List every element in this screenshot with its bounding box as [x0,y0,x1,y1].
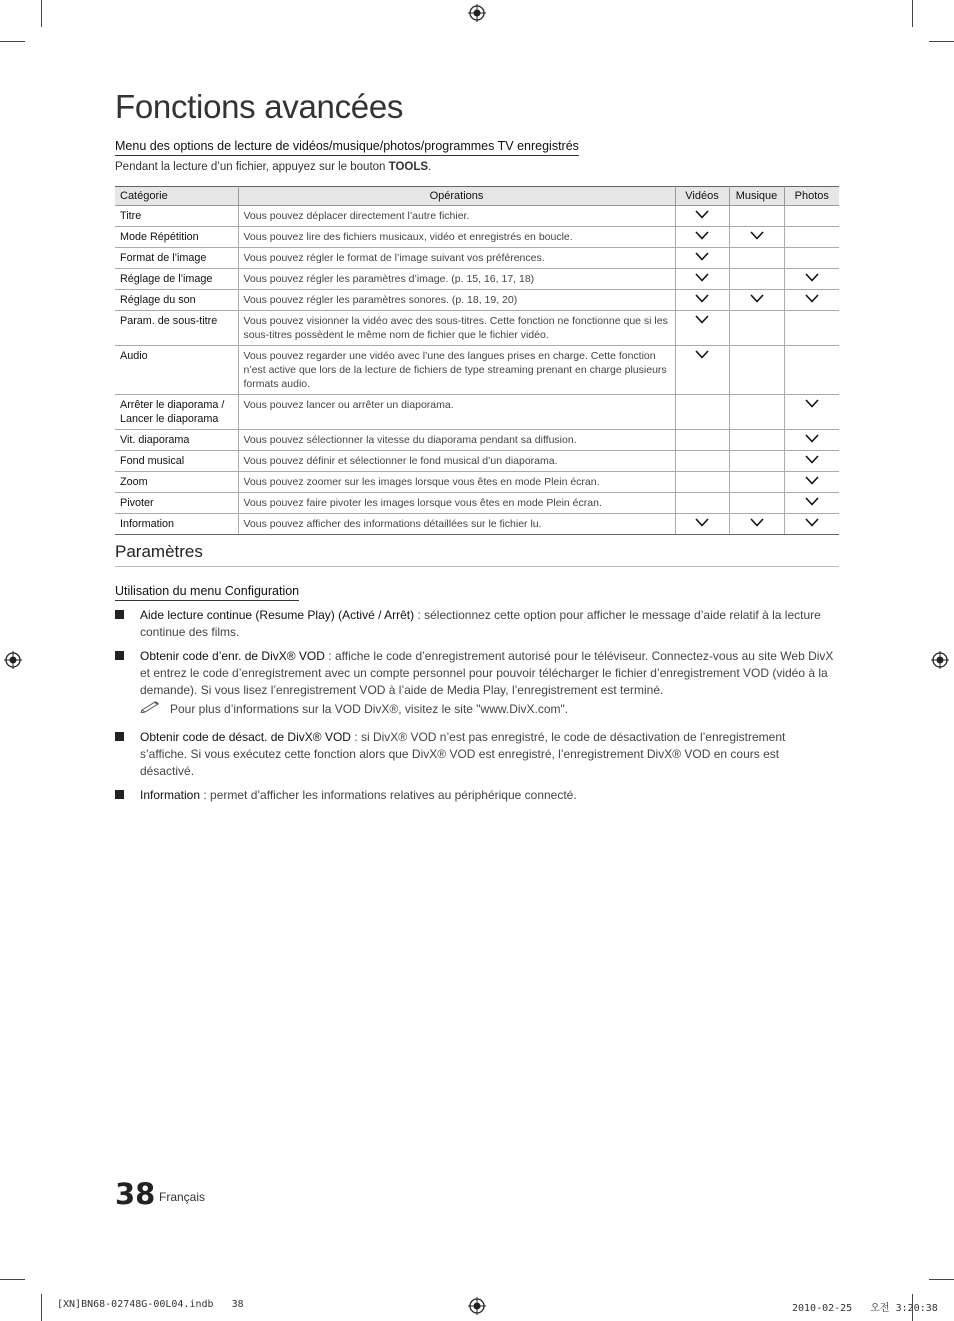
cell-category: Réglage de l’image [115,269,238,290]
cell-photos [784,311,839,346]
table-row [115,311,839,346]
cell-music [729,248,784,269]
cell-videos [675,311,729,346]
check-icon [805,273,819,282]
cell-category: Zoom [115,472,238,493]
cell-videos [675,472,729,493]
check-icon [805,399,819,408]
cell-photos [784,248,839,269]
table-row [115,248,839,269]
cell-music [729,311,784,346]
cell-videos [675,206,729,227]
header-category: Catégorie [115,187,238,206]
table-row [115,269,839,290]
table-row [115,451,839,472]
table-row [115,514,839,535]
check-icon [695,518,709,527]
cell-photos [784,269,839,290]
bullet-term: Obtenir code de désact. de DivX® VOD [140,730,351,744]
cell-videos [675,430,729,451]
cell-videos [675,227,729,248]
cell-operation: Vous pouvez faire pivoter les images lorsque vous êtes en mode Plein écran. [238,493,675,514]
check-icon [805,497,819,506]
header-music: Musique [729,187,784,206]
cell-category: Pivoter [115,493,238,514]
registration-mark-icon [468,1297,486,1315]
intro-text-start: Pendant la lecture d’un fichier, appuyez sur le bouton [115,161,389,173]
cell-operation: Vous pouvez visionner la vidéo avec des sous-titres. Cette fonction ne fonctionne que si les sous-titres possèdent le même nom de fichier que le fichier vidéo. [238,311,675,346]
cell-operation: Vous pouvez lire des fichiers musicaux, vidéo et enregistrés en boucle. [238,227,675,248]
bullet-text: : affiche le code d’enregistrement autorisé pour le téléviseur. Connectez-vous au site Web DivX et entrez le code d’enregistrement avec un compte personnel pour pouvoir télécharger le fichier d’enregistrement VOD (vidéo à la demande). Si vous lisez l’enregistrement VOD à l’aide de Media Play, l’enregistrement est terminé. [140,649,834,697]
crop-mark-bottom-right-h [929,1279,954,1280]
cell-music [729,514,784,535]
cell-operation: Vous pouvez zoomer sur les images lorsque vous êtes en mode Plein écran. [238,472,675,493]
table-row [115,395,839,430]
cell-operation: Vous pouvez sélectionner la vitesse du diaporama pendant sa diffusion. [238,430,675,451]
cell-videos [675,290,729,311]
bullet-term: Information [140,788,201,802]
page-number: 38 [115,1177,156,1211]
crop-mark-top-right-v [912,0,913,27]
table-row [115,227,839,248]
pencil-note-icon [140,699,162,713]
cell-photos [784,346,839,395]
table-body [115,206,839,535]
cell-category: Format de l’image [115,248,238,269]
cell-category: Audio [115,346,238,395]
cell-music [729,451,784,472]
cell-music [729,269,784,290]
cell-music [729,206,784,227]
cell-operation: Vous pouvez regarder une vidéo avec l’une des langues prises en charge. Cette fonction n’est active que lors de la lecture de fichiers de type streaming prenant en charge plusieurs formats audio. [238,346,675,395]
table-row [115,346,839,395]
intro-text-end: . [428,161,432,173]
cell-videos [675,395,729,430]
cell-operation: Vous pouvez afficher des informations détaillées sur le fichier lu. [238,514,675,535]
cell-category: Titre [115,206,238,227]
cell-photos [784,472,839,493]
check-icon [695,231,709,240]
cell-category: Information [115,514,238,535]
footer-file-info: [XN]BN68-02748G-00L04.indb 38 [57,1299,244,1310]
check-icon [695,350,709,359]
options-table [115,186,839,535]
header-photos: Photos [784,187,839,206]
tools-button-label: TOOLS [388,161,429,173]
cell-videos [675,346,729,395]
check-icon [695,273,709,282]
cell-music [729,493,784,514]
cell-category: Param. de sous-titre [115,311,238,346]
cell-operation: Vous pouvez régler les paramètres d’image. (p. 15, 16, 17, 18) [238,269,675,290]
list-item [115,787,835,804]
registration-mark-icon [931,651,949,669]
bullet-square-icon [115,732,124,741]
bullet-text: : sélectionnez cette option pour afficher le message d’aide relatif à la lecture continue des films. [140,608,821,639]
check-icon [805,294,819,303]
section-heading: Menu des options de lecture de vidéos/musique/photos/programmes TV enregistrés [115,139,579,156]
cell-operation: Vous pouvez régler les paramètres sonores. (p. 18, 19, 20) [238,290,675,311]
cell-category: Fond musical [115,451,238,472]
crop-mark-bottom-left-v [41,1294,42,1321]
check-icon [805,455,819,464]
check-icon [805,434,819,443]
settings-sub-heading: Utilisation du menu Configuration [115,584,299,601]
check-icon [750,294,764,303]
cell-photos [784,514,839,535]
check-icon [695,210,709,219]
cell-music [729,227,784,248]
page-language: Français [159,1190,206,1204]
cell-videos [675,514,729,535]
cell-photos [784,493,839,514]
header-operations: Opérations [238,187,675,206]
table-row [115,206,839,227]
cell-music [729,346,784,395]
check-icon [805,476,819,485]
settings-bullet-list [115,607,835,811]
cell-category: Vit. diaporama [115,430,238,451]
check-icon [750,231,764,240]
list-item [115,729,835,780]
cell-operation: Vous pouvez déplacer directement l’autre fichier. [238,206,675,227]
header-videos: Vidéos [675,187,729,206]
cell-photos [784,206,839,227]
cell-videos [675,269,729,290]
table-row [115,472,839,493]
crop-mark-top-left-v [41,0,42,27]
cell-music [729,472,784,493]
list-item [115,648,835,718]
cell-operation: Vous pouvez définir et sélectionner le fond musical d’un diaporama. [238,451,675,472]
check-icon [805,518,819,527]
note [115,701,835,718]
bullet-term: Aide lecture continue (Resume Play) (Activé / Arrêt) [140,608,415,622]
cell-category: Mode Répétition [115,227,238,248]
cell-videos [675,451,729,472]
cell-operation: Vous pouvez lancer ou arrêter un diaporama. [238,395,675,430]
table-header-row [115,187,839,206]
cell-category: Réglage du son [115,290,238,311]
table-row [115,493,839,514]
bullet-text: : si DivX® VOD n’est pas enregistré, le code de désactivation de l’enregistrement s’affiche. Si vous exécutez cette fonction alors que DivX® VOD est enregistré, l’enregistrement DivX® VOD en cours est désactivé. [140,730,786,778]
cell-music [729,290,784,311]
table-row [115,430,839,451]
cell-videos [675,493,729,514]
bullet-square-icon [115,651,124,660]
note-text: Pour plus d’informations sur la VOD DivX®, visitez le site "www.DivX.com". [170,702,569,716]
intro-text [115,161,431,173]
cell-videos [675,248,729,269]
check-icon [695,252,709,261]
crop-mark-top-right-h [929,41,954,42]
page-title: Fonctions avancées [115,88,404,125]
cell-photos [784,395,839,430]
bullet-term: Obtenir code d’enr. de DivX® VOD [140,649,325,663]
bullet-square-icon [115,610,124,619]
crop-mark-top-left-h [0,41,25,42]
table-row [115,290,839,311]
check-icon [695,294,709,303]
bullet-square-icon [115,790,124,799]
cell-music [729,430,784,451]
registration-mark-icon [4,651,22,669]
settings-title: Paramètres [115,542,839,567]
cell-photos [784,290,839,311]
registration-mark-icon [468,4,486,22]
cell-photos [784,451,839,472]
cell-category: Arrêter le diaporama / Lancer le diaporama [115,395,238,430]
cell-photos [784,227,839,248]
footer-timestamp: 2010-02-25 오전 3:20:38 [792,1303,938,1314]
list-item [115,607,835,641]
cell-music [729,395,784,430]
bullet-text: : permet d’afficher les informations relatives au périphérique connecté. [200,788,577,802]
cell-photos [784,430,839,451]
check-icon [750,518,764,527]
cell-operation: Vous pouvez régler le format de l’image suivant vos préférences. [238,248,675,269]
crop-mark-bottom-left-h [0,1279,25,1280]
check-icon [695,315,709,324]
